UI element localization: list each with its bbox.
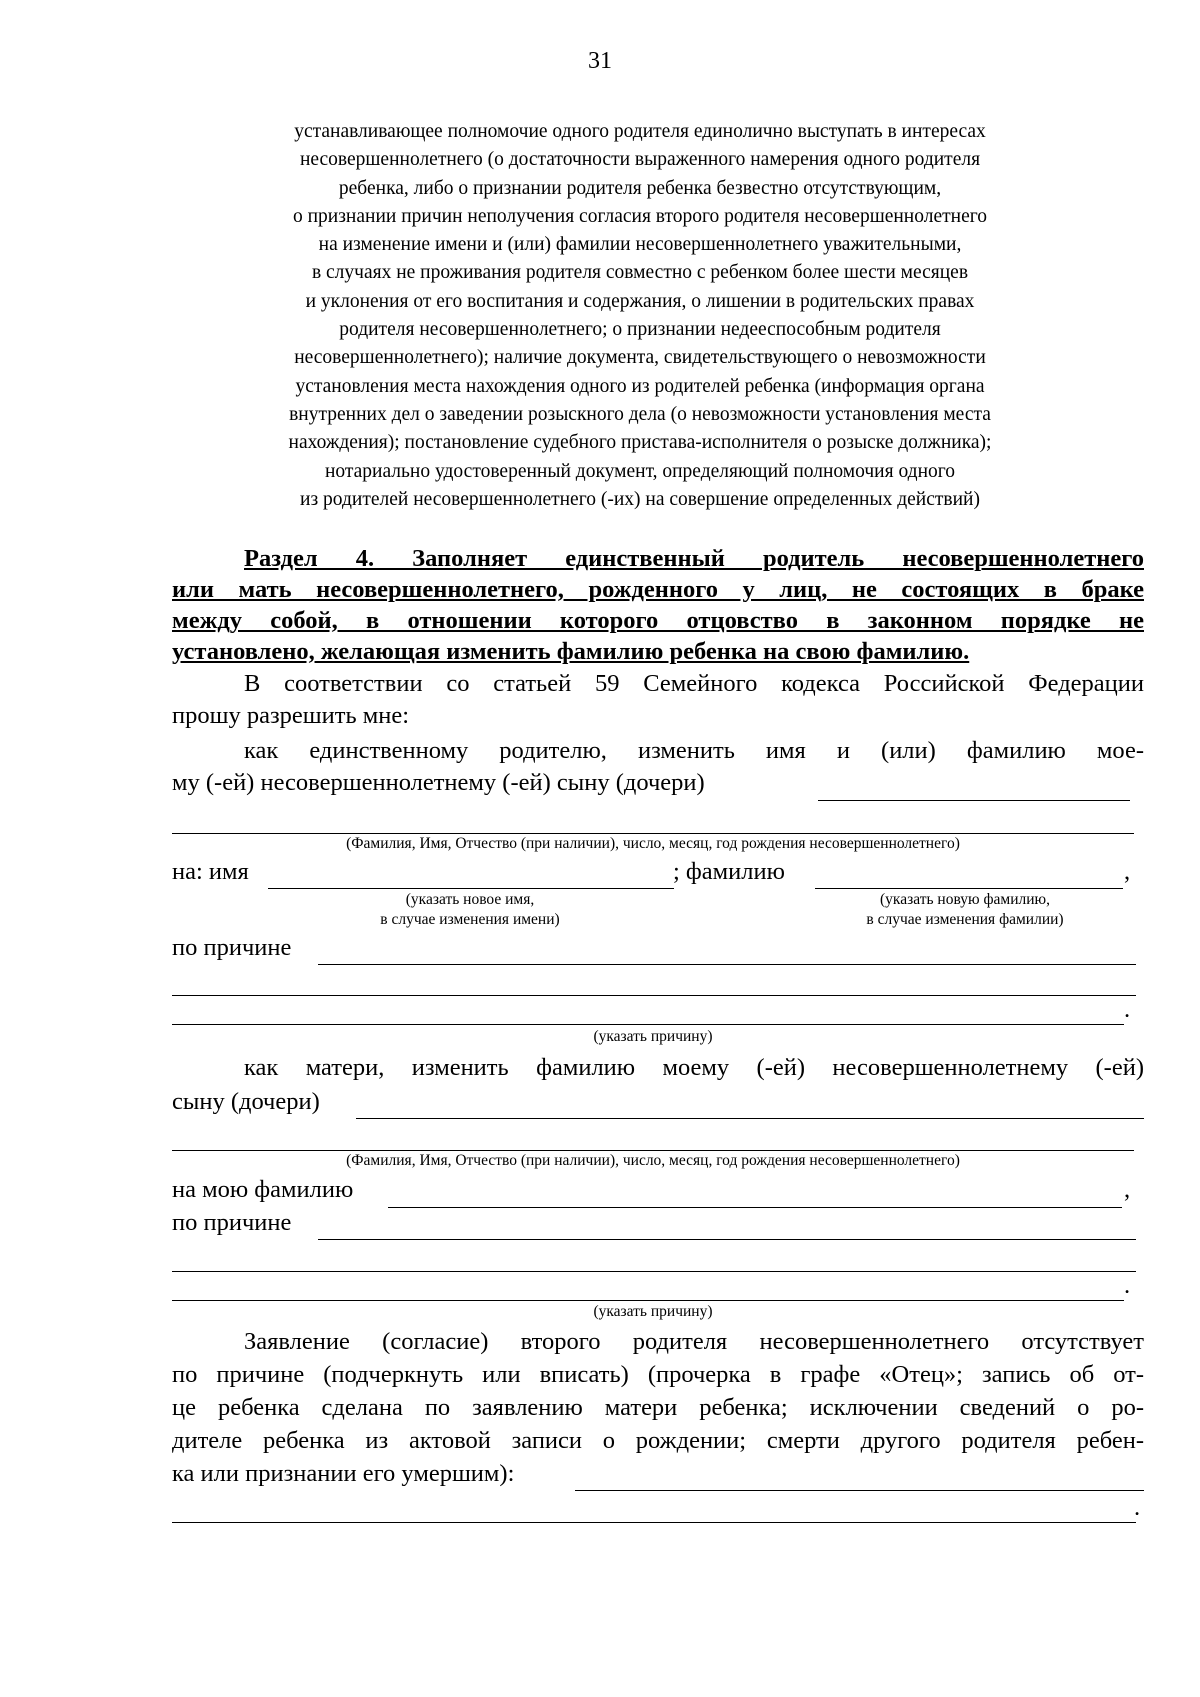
reason-hint: (указать причину) bbox=[593, 1028, 713, 1045]
hint-line: (указать новую фамилию, bbox=[880, 891, 1050, 908]
section-heading bbox=[172, 543, 1144, 667]
period: . bbox=[1134, 1494, 1141, 1521]
note-line: из родителей несовершеннолетнего (-их) на совершение определенных действий) bbox=[300, 488, 980, 510]
surname-label: ; фамилию bbox=[673, 858, 785, 885]
heading-line: Раздел 4. Заполняет единственный родитель несовершеннолетнего bbox=[244, 545, 1144, 572]
note-line: на изменение имени и (или) фамилии несовершеннолетнего уважительными, bbox=[318, 234, 962, 256]
intro-line: В соответствии со статьей 59 Семейного кодекса Российской Федерации bbox=[244, 670, 1144, 697]
absence-line: це ребенка сделана по заявлению матери ребенка; исключении сведений о ро- bbox=[172, 1394, 1144, 1421]
reason-label: по причине bbox=[172, 934, 292, 961]
reason-label-2: по причине bbox=[172, 1209, 292, 1236]
heading-line: или мать несовершеннолетнего, рожденного у лиц, не состоящих в браке bbox=[172, 576, 1144, 603]
reason-field-line3[interactable] bbox=[172, 1024, 1124, 1025]
absence-line: по причине (подчеркнуть или вписать) (прочерка в графе «Отец»; запись об от- bbox=[172, 1361, 1144, 1388]
note-line: родителя несовершеннолетнего; о признании недееспособным родителя bbox=[339, 319, 941, 341]
note-line: установления места нахождения одного из родителей ребенка (информация органа bbox=[295, 375, 985, 397]
child-info-hint-2: (Фамилия, Имя, Отчество (при наличии), число, месяц, год рождения несовершеннолетнего) bbox=[346, 1152, 960, 1169]
name-label: на: имя bbox=[172, 858, 249, 885]
option1-line: как единственному родителю, изменить имя и (или) фамилию мое- bbox=[244, 737, 1144, 764]
option2-line: сыну (дочери) bbox=[172, 1088, 320, 1115]
reason-field-line2[interactable] bbox=[172, 995, 1136, 996]
reason-field-2-line2[interactable] bbox=[172, 1271, 1136, 1272]
page-number: 31 bbox=[588, 48, 612, 74]
hint-line: в случае изменения имени) bbox=[380, 911, 560, 928]
note-line: устанавливающее полномочие одного родителя единолично выступать в интересах bbox=[294, 121, 986, 142]
note-line: нахождения); постановление судебного пристава-исполнителя о розыске должника); bbox=[288, 432, 992, 454]
hint-line: (указать новое имя, bbox=[405, 891, 535, 908]
heading-line: установлено, желающая изменить фамилию ребенка на свою фамилию. bbox=[172, 638, 970, 665]
my-surname-label: на мою фамилию bbox=[172, 1176, 354, 1203]
child-info-field-2[interactable] bbox=[356, 1118, 1144, 1119]
absence-line: дителе ребенка из актовой записи о рождении; смерти другого родителя ребен- bbox=[172, 1427, 1144, 1454]
absence-reason-field[interactable] bbox=[575, 1490, 1144, 1491]
intro-line: прошу разрешить мне: bbox=[172, 702, 410, 729]
note-line: несовершеннолетнего); наличие документа, свидетельствующего о невозможности bbox=[294, 347, 986, 369]
absence-line: ка или признании его умершим): bbox=[172, 1460, 515, 1487]
note-line: нотариально удостоверенный документ, определяющий полномочия одного bbox=[324, 460, 956, 482]
absence-reason-field-line2[interactable] bbox=[172, 1522, 1136, 1523]
my-surname-field[interactable] bbox=[388, 1207, 1122, 1208]
option1-line: му (-ей) несовершеннолетнему (-ей) сыну (дочери) bbox=[172, 769, 705, 796]
hint-line: в случае изменения фамилии) bbox=[866, 911, 1064, 928]
note-line: в случаях не проживания родителя совместно с ребенком более шести месяцев bbox=[311, 262, 969, 284]
new-name-field[interactable] bbox=[268, 888, 674, 889]
new-name-hint bbox=[280, 890, 660, 930]
note-line: несовершеннолетнего (о достаточности выраженного намерения одного родителя bbox=[299, 149, 981, 171]
note-line: внутренних дел о заведении розыскного дела (о невозможности установления места bbox=[289, 403, 991, 425]
note-block bbox=[200, 118, 1080, 514]
reason-field-2[interactable] bbox=[318, 1239, 1136, 1240]
child-info-hint: (Фамилия, Имя, Отчество (при наличии), число, месяц, год рождения несовершеннолетнего) bbox=[346, 835, 960, 852]
child-info-field[interactable] bbox=[818, 800, 1130, 801]
reason-field[interactable] bbox=[318, 964, 1136, 965]
heading-line: между собой, в отношении которого отцовство в законном порядке не bbox=[172, 607, 1144, 634]
reason-field-2-line3[interactable] bbox=[172, 1300, 1124, 1301]
comma: , bbox=[1124, 858, 1131, 885]
reason-hint-2: (указать причину) bbox=[593, 1303, 713, 1320]
period: . bbox=[1124, 1272, 1131, 1299]
option2-line: как матери, изменить фамилию моему (-ей) несовершеннолетнему (-ей) bbox=[244, 1054, 1144, 1081]
note-line: ребенка, либо о признании родителя ребенка безвестно отсутствующим, bbox=[338, 177, 942, 199]
period: . bbox=[1124, 996, 1131, 1023]
absence-line: Заявление (согласие) второго родителя несовершеннолетнего отсутствует bbox=[244, 1328, 1144, 1355]
note-line: о признании причин неполучения согласия второго родителя несовершеннолетнего bbox=[292, 205, 987, 227]
note-line: и уклонения от его воспитания и содержания, о лишении в родительских правах bbox=[305, 290, 975, 312]
new-surname-field[interactable] bbox=[815, 888, 1123, 889]
new-surname-hint bbox=[790, 890, 1140, 930]
comma: , bbox=[1124, 1176, 1131, 1203]
